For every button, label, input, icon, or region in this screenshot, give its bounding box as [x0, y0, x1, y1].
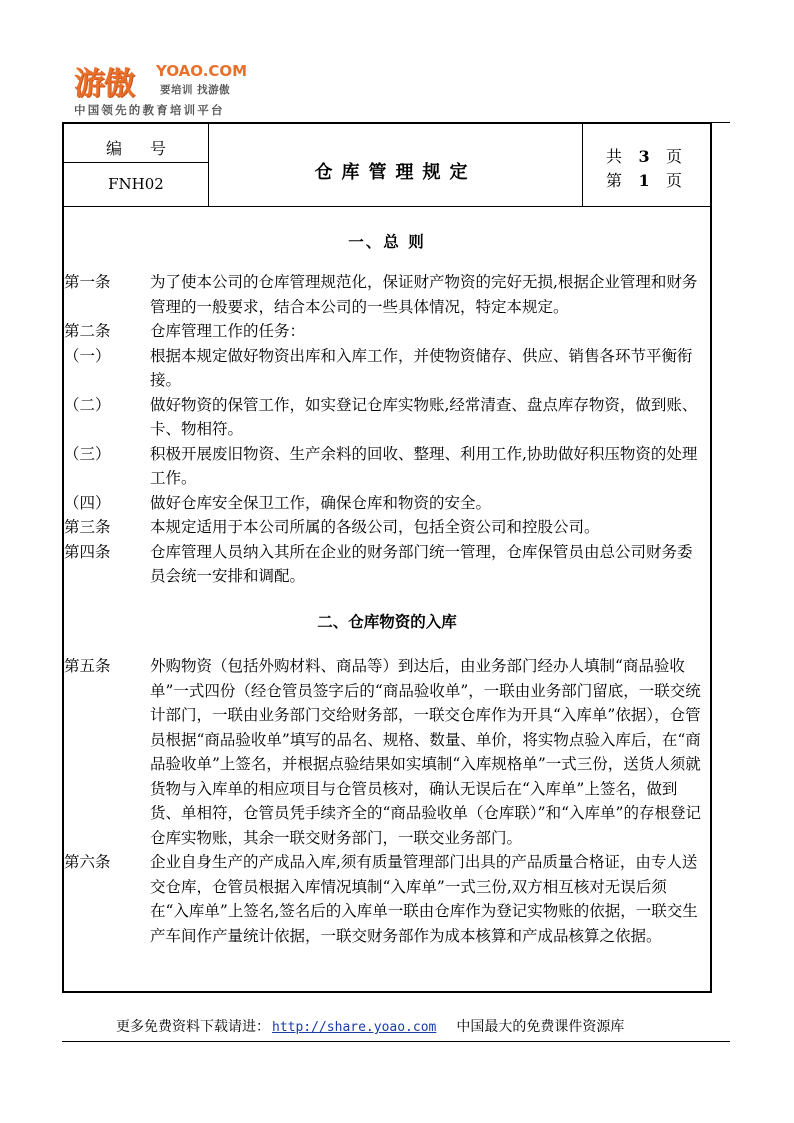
clause-text: 企业自身生产的产成品入库,须有质量管理部门出具的产品质量合格证，由专人送交仓库，仓管员根据入库情况填制“入库单”一式三份,双方相互核对无误后须在“入库单”上签名,签名后的入库单一联由仓库作为登记实物账的依据，一联交生产车间作产量统计依据，一联交财务部作为成本核算和产成品核算之依据。	[150, 853, 698, 945]
clause-text: 本规定适用于本公司所属的各级公司，包括全资公司和控股公司。	[150, 518, 600, 536]
clause-text: 做好仓库安全保卫工作，确保仓库和物资的安全。	[150, 493, 492, 512]
clause-label: 第二条	[64, 322, 111, 340]
clause-label: （二）	[64, 395, 111, 414]
clause	[64, 319, 710, 344]
section-general-clauses	[64, 270, 710, 589]
clause	[64, 442, 710, 491]
clause-label: （三）	[64, 444, 111, 463]
section-title-inbound: 二、仓库物资的入库	[317, 613, 457, 631]
footer-prompt: 更多免费资料下载请进：	[116, 1019, 270, 1035]
footer-slogan: 中国最大的免费课件资源库	[456, 1019, 625, 1035]
clause-label: 第五条	[64, 657, 111, 675]
clause-label: （四）	[64, 493, 111, 512]
clause-label: （一）	[64, 346, 111, 365]
header-divider-code	[64, 162, 208, 163]
clause-text: 积极开展废旧物资、生产余料的回收、整理、利用工作,协助做好积压物资的处理工作。	[150, 444, 698, 487]
clause-text: 外购物资（包括外购材料、商品等）到达后，由业务部门经办人填制“商品验收单”一式四份（经仓管员签字后的“商品验收单”，一联由业务部门留底，一联交统计部门，一联由业务部门交给财务部，一联交仓库作为开具“入库单”依据），仓管员根据“商品验收单”填写的品名、规格、数量、单价，将实物点验入库后，在“商品验收单”上签名，并根据点验结果如实填制“入库规格单”一式三份，送货人须就货物与入库单的相应项目与仓管员核对，确认无误后在“入库单”上签名，做到货、单相符，仓管员凭手续齐全的“商品验收单（仓库联）”和“入库单”的存根登记仓库实物账，其余一联交财务部门，一联交业务部门。	[150, 657, 701, 847]
clause-text: 仓库管理人员纳入其所在企业的财务部门统一管理，仓库保管员由总公司财务委员会统一安排和调配。	[150, 542, 693, 585]
clause-label: 第三条	[64, 518, 111, 536]
footer-link[interactable]: http://share.yoao.com	[272, 1020, 437, 1035]
clause	[64, 540, 710, 589]
clause	[64, 850, 710, 948]
current-page	[606, 168, 682, 191]
section-title-general: 一、总 则	[348, 233, 426, 251]
clause-label: 第六条	[64, 853, 111, 871]
clause	[64, 515, 710, 540]
header-divider-right	[582, 124, 583, 206]
page-footer	[116, 1016, 624, 1036]
page-unit-current: 页	[666, 171, 683, 190]
document-title: 仓库管理规定	[314, 162, 477, 183]
clause-label: 第四条	[64, 542, 111, 561]
logo-slogan: 中国领先的教育培训平台	[74, 103, 225, 117]
clause	[64, 270, 710, 319]
code-value: FNH02	[108, 175, 164, 193]
header-divider-bottom	[64, 206, 710, 207]
code-label: 编号	[105, 139, 194, 158]
page-unit-total: 页	[666, 147, 683, 166]
logo-tagline: 要培训 找游傲	[160, 84, 231, 96]
total-prefix: 共	[606, 147, 623, 166]
clause-label: 第一条	[64, 273, 111, 291]
current-page-value: 1	[638, 171, 650, 190]
clause-text: 根据本规定做好物资出库和入库工作，并使物资储存、供应、销售各环节平衡衔接。	[150, 346, 693, 389]
logo-brand-cn: 游傲	[74, 66, 134, 102]
footer-divider	[62, 1041, 730, 1042]
clause	[64, 393, 710, 442]
clause	[64, 654, 710, 850]
clause-text: 为了使本公司的仓库管理规范化，保证财产物资的完好无损,根据企业管理和财务管理的一般要求，结合本公司的一些具体情况，特定本规定。	[150, 273, 698, 316]
logo-brand-en: YOAO.COM	[156, 62, 248, 80]
document-frame	[62, 122, 712, 993]
site-logo[interactable]	[70, 58, 270, 122]
clause	[64, 344, 710, 393]
current-prefix: 第	[606, 171, 623, 190]
clause	[64, 491, 710, 516]
total-pages-value: 3	[638, 147, 650, 166]
section-inbound-clauses	[64, 654, 710, 948]
clause-text: 仓库管理工作的任务：	[150, 322, 306, 340]
clause-text: 做好物资的保管工作，如实登记仓库实物账,经常清查、盘点库存物资，做到账、卡、物相符。	[150, 395, 698, 438]
total-pages	[606, 144, 682, 167]
